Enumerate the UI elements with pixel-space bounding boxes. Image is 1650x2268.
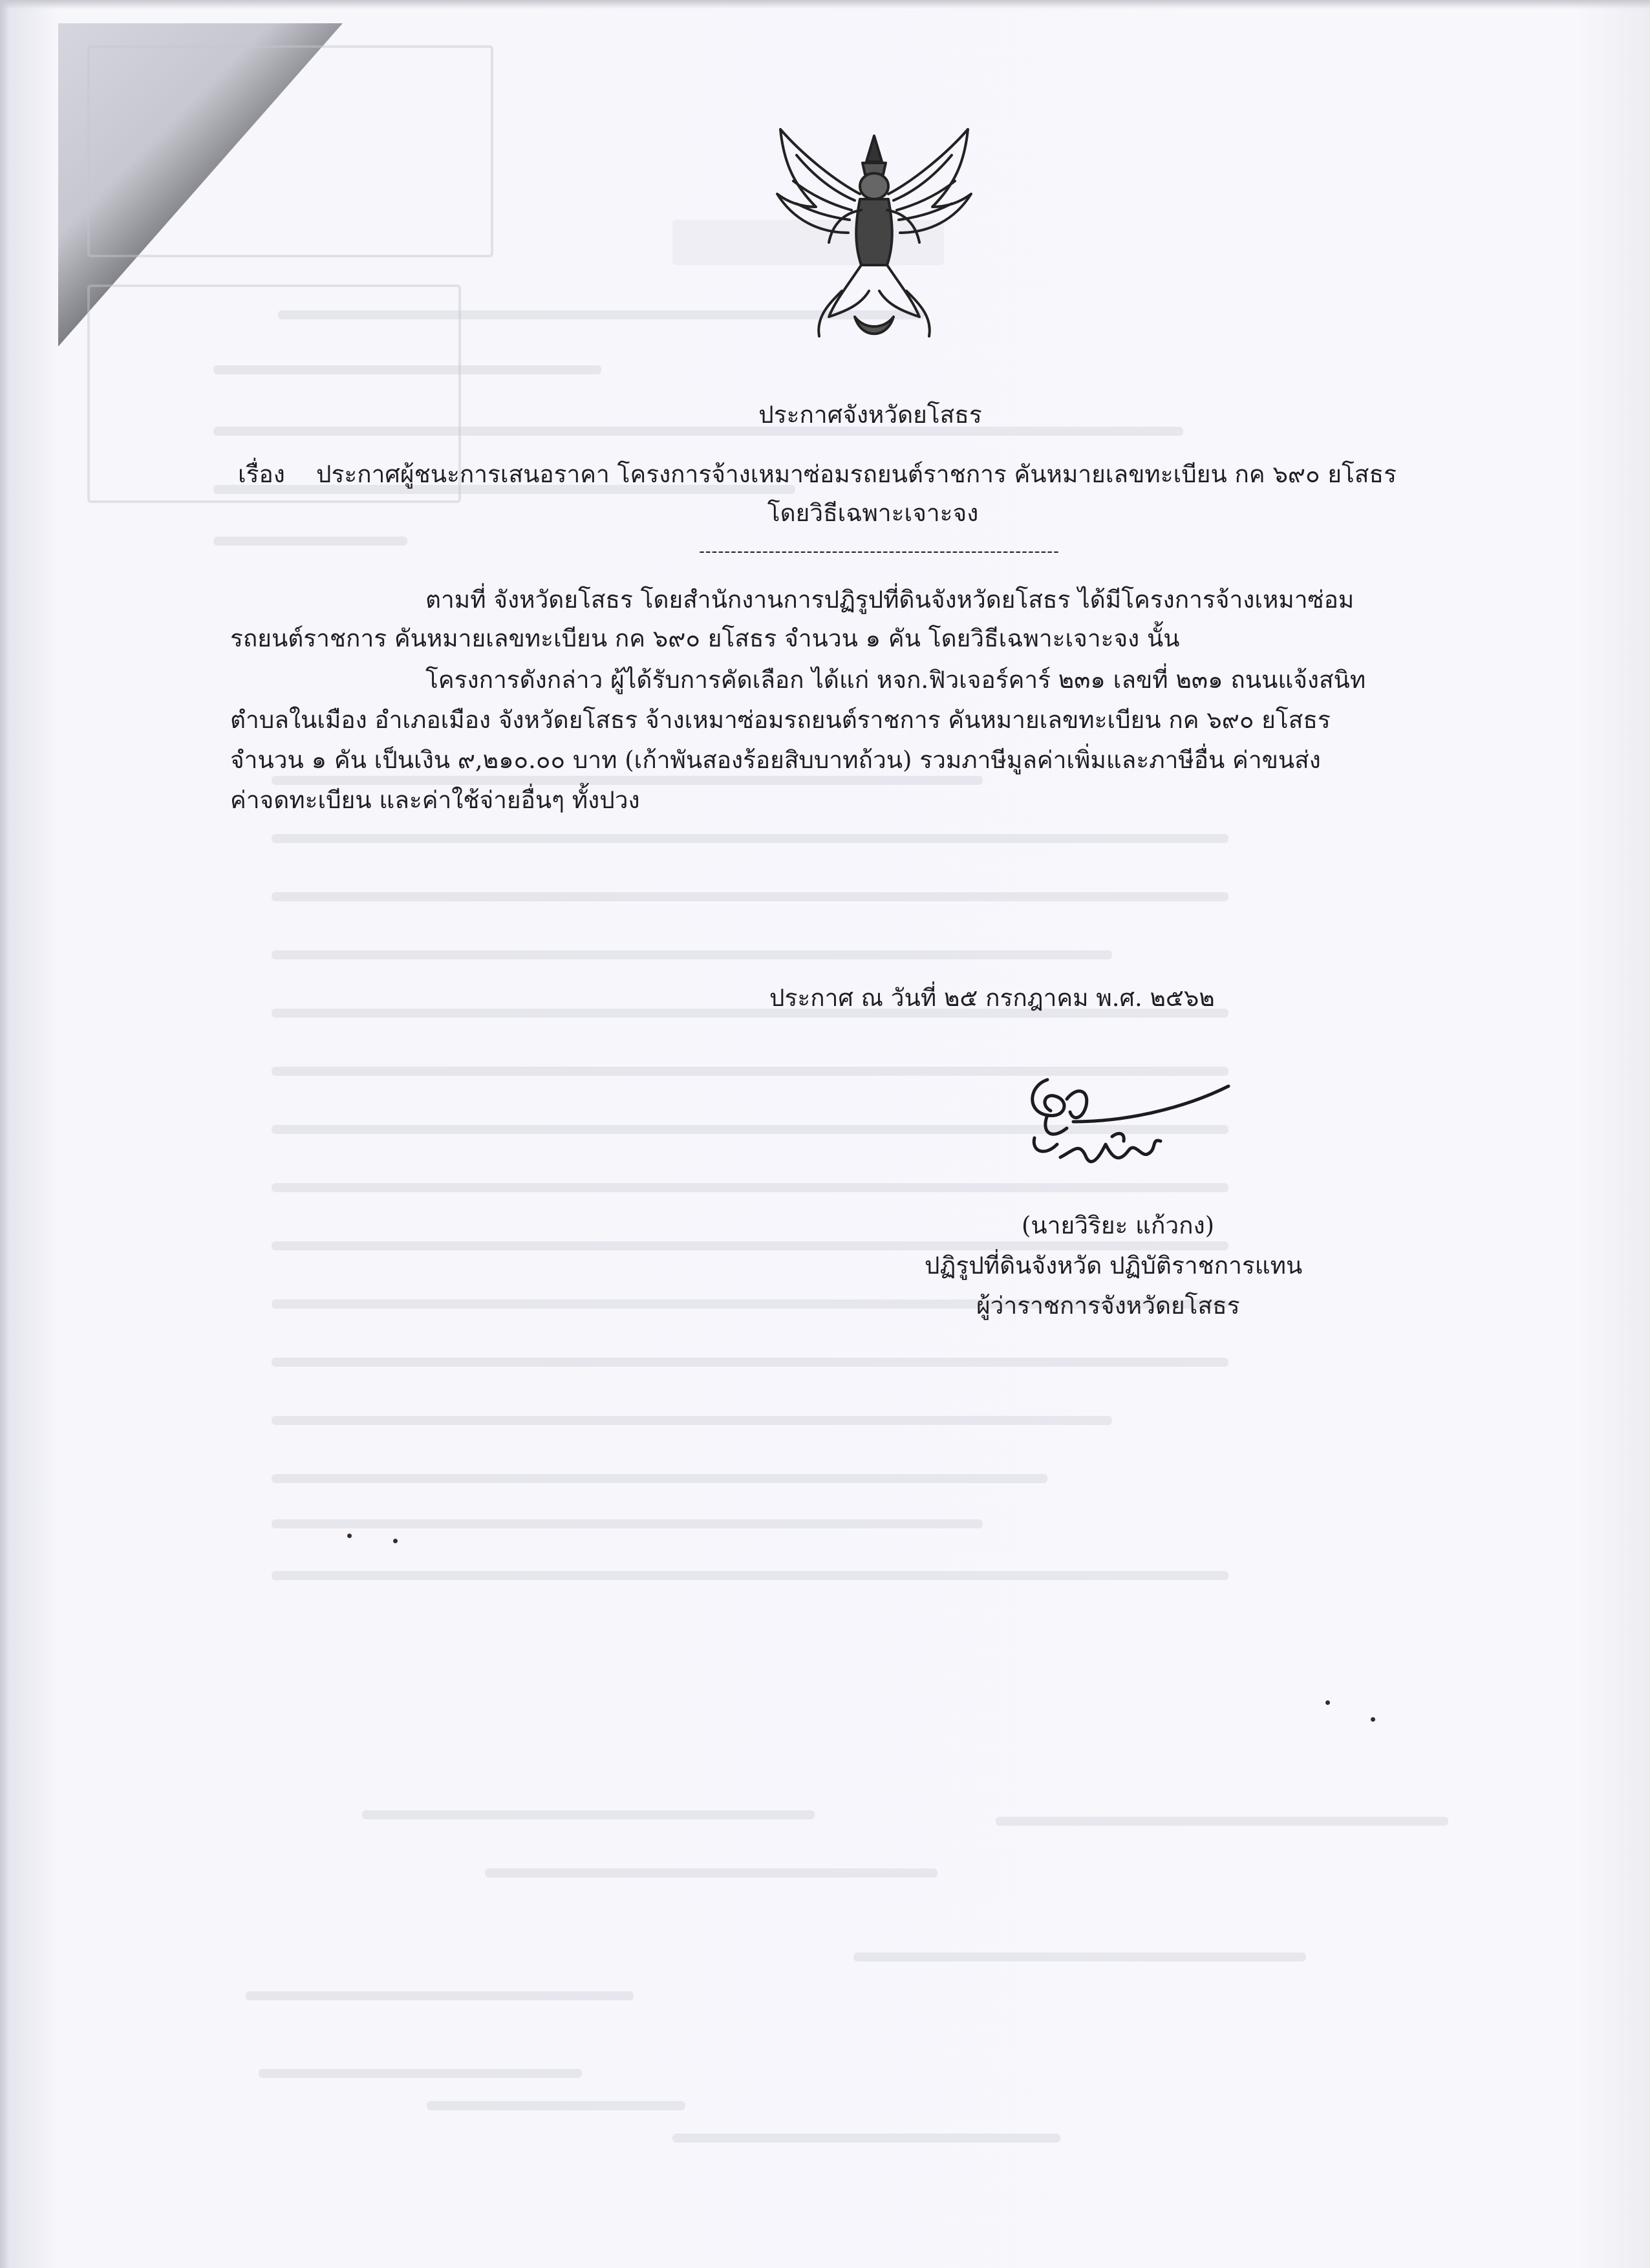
- announce-date: ประกาศ ณ วันที่ ๒๕ กรกฎาคม พ.ศ. ๒๕๖๒: [769, 984, 1215, 1012]
- signatory-position-2: ผู้ว่าราชการจังหวัดยโสธร: [976, 1292, 1240, 1320]
- handwritten-signature: [1022, 1060, 1235, 1183]
- body-para2-line4: ค่าจดทะเบียน และค่าใช้จ่ายอื่นๆ ทั้งปวง: [230, 786, 640, 814]
- scan-left-edge: [0, 0, 9, 2268]
- body-para1-line2: รถยนต์ราชการ คันหมายเลขทะเบียน กค ๖๙๐ ยโสธร จำนวน ๑ คัน โดยวิธีเฉพาะเจาะจง นั้น: [230, 625, 1180, 652]
- announcement-heading: ประกาศจังหวัดยโสธร: [758, 401, 982, 429]
- signatory-name: (นายวิริยะ แก้วกง): [1022, 1212, 1215, 1239]
- ink-speck: [347, 1534, 352, 1538]
- signatory-position-1: ปฏิรูปที่ดินจังหวัด ปฏิบัติราชการแทน: [925, 1252, 1303, 1279]
- subject-line-2: โดยวิธีเฉพาะเจาะจง: [767, 499, 979, 527]
- subject-label: เรื่อง: [238, 460, 285, 488]
- ink-speck: [1325, 1700, 1330, 1705]
- body-para2-line2: ตำบลในเมือง อำเภอเมือง จังหวัดยโสธร จ้างเหมาซ่อมรถยนต์ราชการ คันหมายเลขทะเบียน กค ๖๙๐ ยโสธร: [230, 706, 1331, 734]
- ink-speck: [393, 1539, 398, 1543]
- garuda-emblem-icon: [758, 123, 991, 349]
- body-para1-line1: ตามที่ จังหวัดยโสธร โดยสำนักงานการปฏิรูปที่ดินจังหวัดยโสธร ได้มีโครงการจ้างเหมาซ่อม: [425, 586, 1355, 614]
- body-para2-line1: โครงการดังกล่าว ผู้ได้รับการคัดเลือก ได้แก่ หจก.ฟิวเจอร์คาร์ ๒๓๑ เลขที่ ๒๓๑ ถนนแจ้งสนิท: [425, 666, 1366, 694]
- subject-line-1: ประกาศผู้ชนะการเสนอราคา โครงการจ้างเหมาซ่อมรถยนต์ราชการ คันหมายเลขทะเบียน กค ๖๙๐ ยโสธร: [316, 460, 1397, 488]
- ink-speck: [1371, 1717, 1375, 1722]
- body-para2-line3: จำนวน ๑ คัน เป็นเงิน ๙,๒๑๐.๐๐ บาท (เก้าพันสองร้อยสิบบาทถ้วน) รวมภาษีมูลค่าเพิ่มและภาษีอื่น ค่าขนส่ง: [230, 746, 1321, 774]
- divider-line: ---------------------------------------------------------: [699, 542, 1060, 561]
- scan-top-edge: [0, 0, 1650, 9]
